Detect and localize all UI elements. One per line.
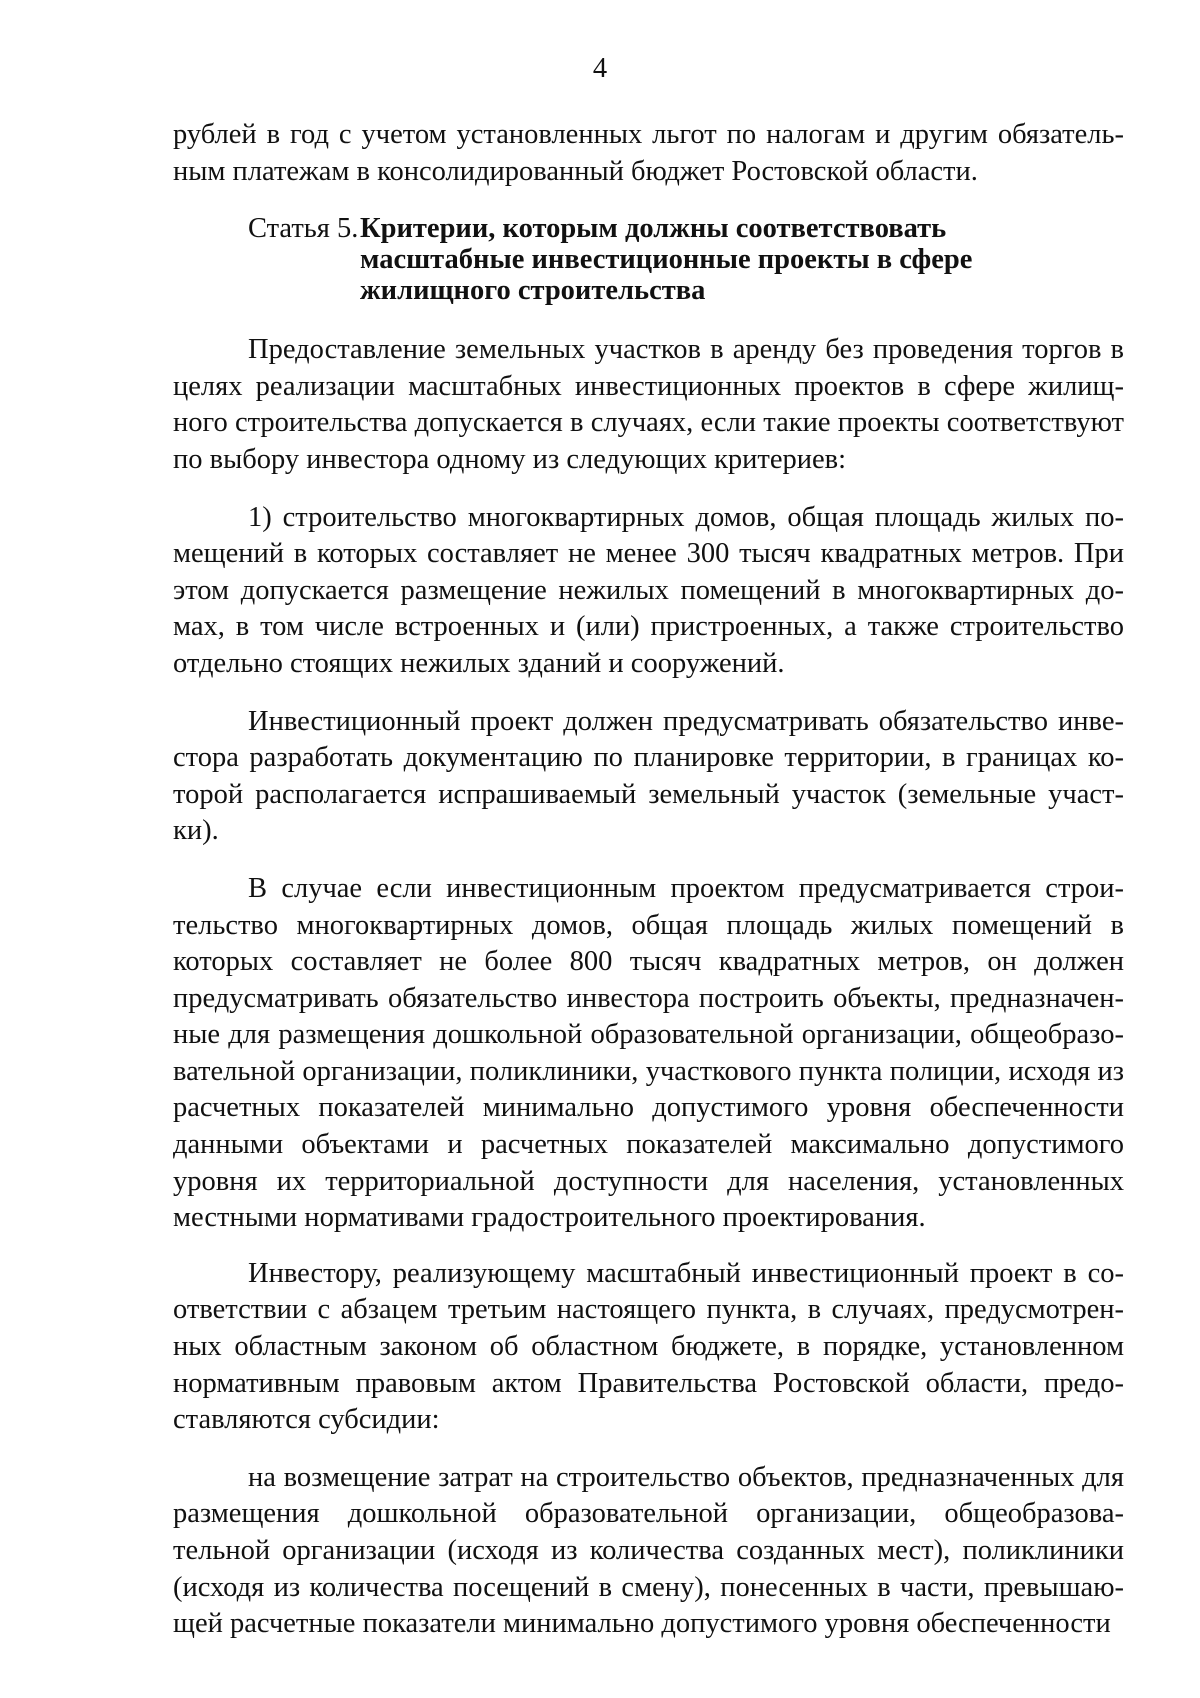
article-title-line: Критерии, которым должны соответствовать (360, 213, 947, 245)
paragraph: Инвестору, реализующему масштабный инвестиционный проект в соответствии с абзацем третьим настоящего пункта, в случаях, предусмотренных областным законом об областном бюджете, в порядке, установленном нормативным правовым актом Правительства Ростовской области, предоставляются субсидии: (173, 1257, 1124, 1436)
article-heading (173, 213, 1124, 306)
article-label: Статья 5. (248, 213, 359, 245)
article-title (360, 213, 1000, 306)
paragraph: на возмещение затрат на строительство объектов, предназначенных для размещения дошкольной образовательной организации, общеобразовательной организации (исходя из количества созданных мест), поликлиники (исходя из количества посещений в смену), понесенных в части, превышающей расчетные показатели минимально допустимого уровня обеспеченности (173, 1461, 1124, 1640)
paragraph: Предоставление земельных участков в аренду без проведения торгов в целях реализации масштабных инвестиционных проектов в сфере жилищного строительства допускается в случаях, если такие проекты соответствуют по выбору инвестора одному из следующих критериев: (173, 334, 1124, 475)
article-title-line: жилищного строительства (360, 275, 706, 307)
document-body (173, 117, 1124, 1643)
article-title-line: масштабные инвестиционные проекты в сфере (360, 244, 973, 276)
paragraph: В случае если инвестиционным проектом предусматривается строительство многоквартирных домов, общая площадь жилых помещений в которых составляет не более 800 тысяч квадратных метров, он должен предусматривать обязательство инвестора построить объекты, предназначенные для размещения дошкольной образовательной организации, общеобразовательной организации, поликлиники, участкового пункта полиции, исходя из расчетных показателей минимально допустимого уровня обеспеченности данными объектами и расчетных показателей максимально допустимого уровня их территориальной доступности для населения, установленных местными нормативами градостроительного проектирования. (173, 872, 1124, 1234)
paragraph: Инвестиционный проект должен предусматривать обязательство инвестора разработать документацию по планировке территории, в границах которой располагается испрашиваемый земельный участок (земельные участки). (173, 705, 1124, 847)
intro-continuation-text: рублей в год с учетом установленных льгот по налогам и другим обязательным платежам в консолидированный бюджет Ростовской области. (173, 119, 1124, 187)
page-number: 4 (592, 53, 608, 84)
paragraph: 1) строительство многоквартирных домов, общая площадь жилых помещений в которых составляет не менее 300 тысяч квадратных метров. При этом допускается размещение нежилых помещений в многоквартирных домах, в том числе встроенных и (или) пристроенных, а также строительство отдельно стоящих нежилых зданий и сооружений. (173, 501, 1124, 679)
